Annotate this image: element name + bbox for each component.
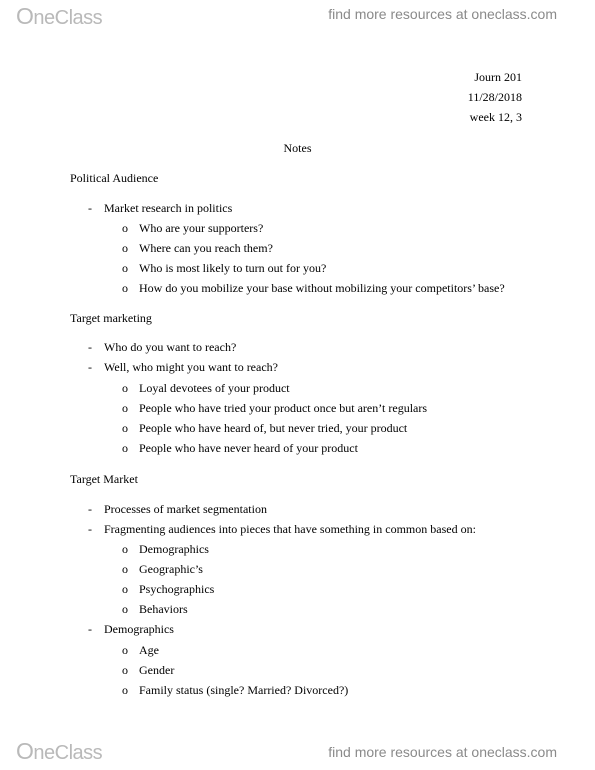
circle-bullet: o xyxy=(122,663,128,677)
section-heading: Political Audience xyxy=(70,171,159,185)
circle-bullet: o xyxy=(122,582,128,596)
sub-list-item: Geographic’s xyxy=(139,562,203,576)
oneclass-logo-top xyxy=(16,3,102,30)
dash-bullet: - xyxy=(88,340,92,354)
dash-bullet: - xyxy=(88,201,92,215)
list-item: Who do you want to reach? xyxy=(104,340,237,354)
sub-list-item: Family status (single? Married? Divorced?) xyxy=(139,683,349,697)
circle-bullet: o xyxy=(122,241,128,255)
section-heading: Target Market xyxy=(70,472,138,486)
sub-list-item: Psychographics xyxy=(139,582,215,596)
circle-bullet: o xyxy=(122,542,128,556)
page-title: Notes xyxy=(283,141,312,155)
logo-text: neClass xyxy=(33,742,103,764)
circle-bullet: o xyxy=(122,401,128,415)
note-date: 11/28/2018 xyxy=(467,90,522,104)
promo-link-bottom[interactable]: find more resources at oneclass.com xyxy=(328,744,557,760)
circle-bullet: o xyxy=(122,421,128,435)
circle-bullet: o xyxy=(122,683,128,697)
list-item: Well, who might you want to reach? xyxy=(104,360,278,374)
sub-list-item: Loyal devotees of your product xyxy=(139,381,290,395)
sub-list-item: How do you mobilize your base without mobilizing your competitors’ base? xyxy=(139,281,505,295)
list-item: Demographics xyxy=(104,622,174,636)
circle-bullet: o xyxy=(122,221,128,235)
oneclass-logo-bottom xyxy=(16,738,102,765)
sub-list-item: Demographics xyxy=(139,542,209,556)
circle-bullet: o xyxy=(122,281,128,295)
promo-link-top[interactable]: find more resources at oneclass.com xyxy=(328,6,557,22)
circle-bullet: o xyxy=(122,643,128,657)
list-item: Processes of market segmentation xyxy=(104,502,267,516)
sub-list-item: Behaviors xyxy=(139,602,188,616)
circle-bullet: o xyxy=(122,441,128,455)
sub-list-item: Who is most likely to turn out for you? xyxy=(139,261,327,275)
logo-text: neClass xyxy=(33,7,103,29)
dash-bullet: - xyxy=(88,360,92,374)
week-label: week 12, 3 xyxy=(469,110,522,124)
sub-list-item: Who are your supporters? xyxy=(139,221,264,235)
circle-bullet: o xyxy=(122,261,128,275)
logo-letter: O xyxy=(16,738,34,764)
circle-bullet: o xyxy=(122,562,128,576)
circle-bullet: o xyxy=(122,381,128,395)
circle-bullet: o xyxy=(122,602,128,616)
list-item: Fragmenting audiences into pieces that have something in common based on: xyxy=(104,522,476,536)
logo-letter: O xyxy=(16,3,34,29)
sub-list-item: Gender xyxy=(139,663,175,677)
dash-bullet: - xyxy=(88,502,92,516)
section-heading: Target marketing xyxy=(70,311,152,325)
dash-bullet: - xyxy=(88,522,92,536)
sub-list-item: People who have tried your product once but aren’t regulars xyxy=(139,401,428,415)
sub-list-item: People who have never heard of your product xyxy=(139,441,358,455)
sub-list-item: People who have heard of, but never tried, your product xyxy=(139,421,408,435)
dash-bullet: - xyxy=(88,622,92,636)
sub-list-item: Age xyxy=(139,643,159,657)
list-item: Market research in politics xyxy=(104,201,233,215)
course-code: Journ 201 xyxy=(474,70,522,84)
sub-list-item: Where can you reach them? xyxy=(139,241,273,255)
